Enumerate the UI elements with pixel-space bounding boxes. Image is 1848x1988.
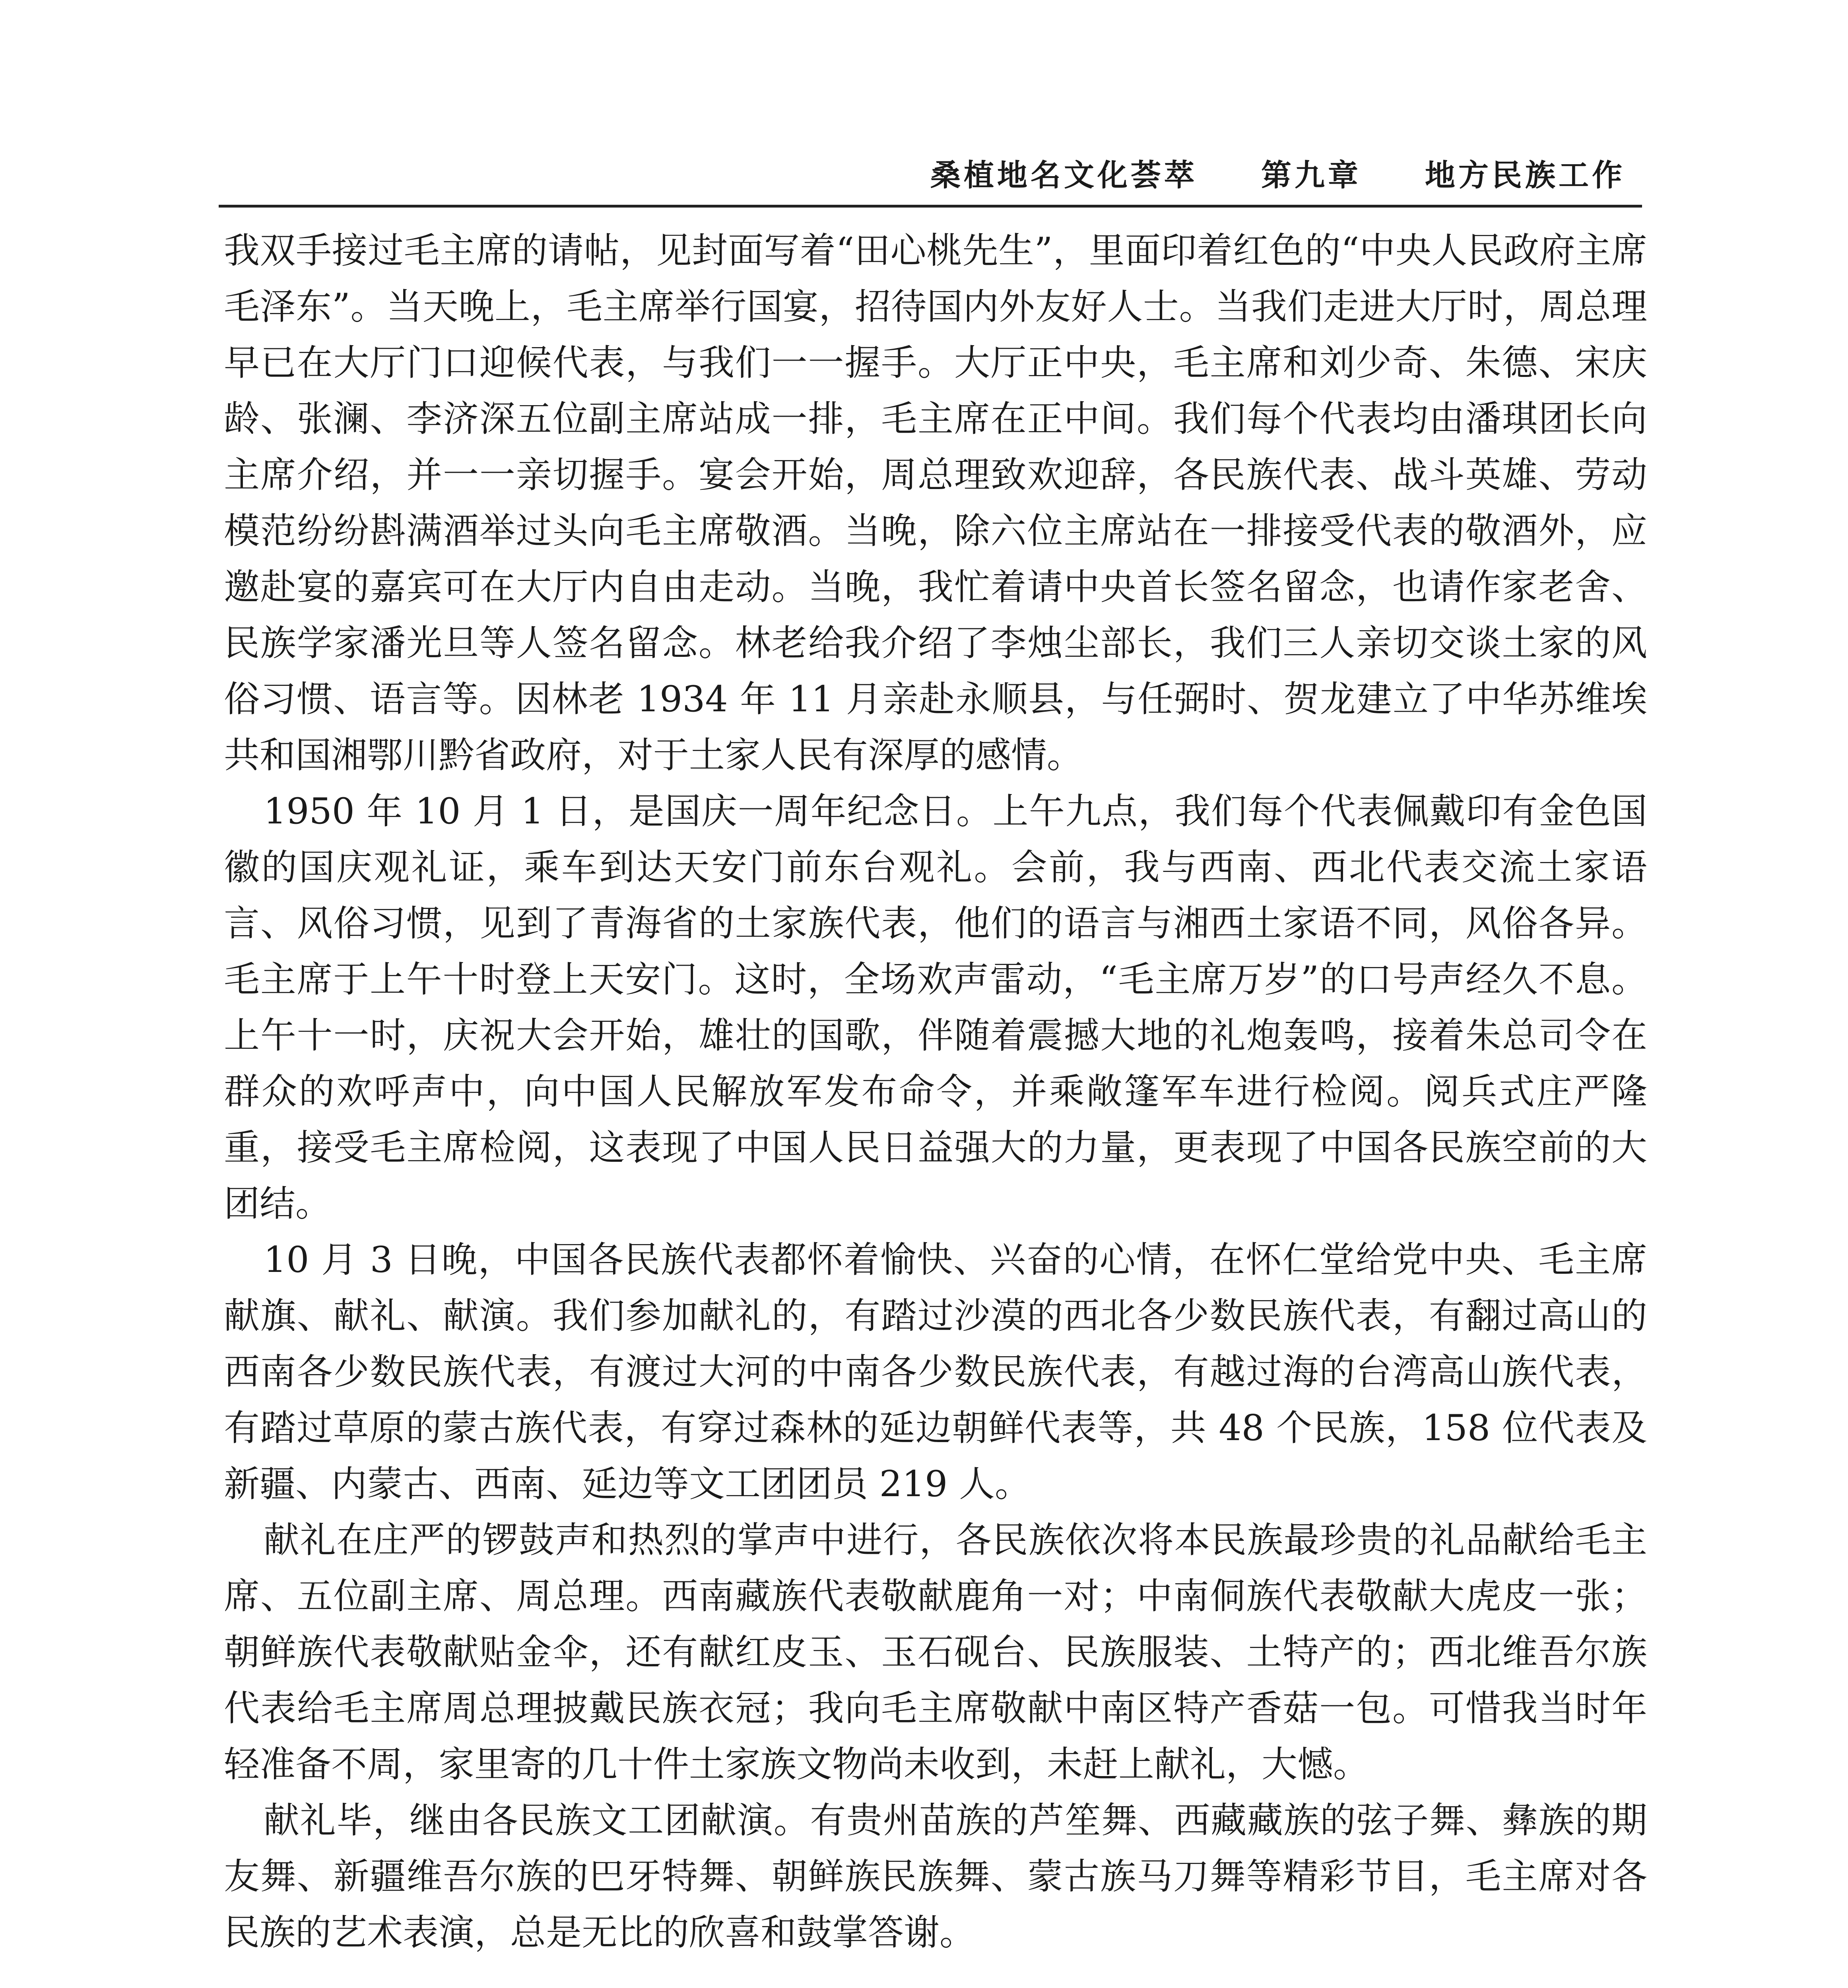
section-title: 地方民族工作 [1425, 157, 1625, 193]
paragraph: 1950 年 10 月 1 日，是国庆一周年纪念日。上午九点，我们每个代表佩戴印有金色国徽的国庆观礼证，乘车到达天安门前东台观礼。会前，我与西南、西北代表交流土家语言、风俗习惯，见到了青海省的土家族代表，他们的语言与湘西土家语不同，风俗各异。毛主席于上午十时登上天安门。这时，全场欢声雷动，“毛主席万岁”的口号声经久不息。上午十一时，庆祝大会开始，雄壮的国歌，伴随着震撼大地的礼炮轰鸣，接着朱总司令在群众的欢呼声中，向中国人民解放军发布命令，并乘敞篷军车进行检阅。阅兵式庄严隆重，接受毛主席检阅，这表现了中国人民日益强大的力量，更表现了中国各民族空前的大团结。 [224, 790, 1647, 1225]
paragraph: 献礼在庄严的锣鼓声和热烈的掌声中进行，各民族依次将本民族最珍贵的礼品献给毛主席、五位副主席、周总理。西南藏族代表敬献鹿角一对；中南侗族代表敬献大虎皮一张；朝鲜族代表敬献贴金伞，还有献红皮玉、玉石砚台、民族服装、土特产的；西北维吾尔族代表给毛主席周总理披戴民族衣冠；我向毛主席敬献中南区特产香菇一包。可惜我当时年轻准备不周，家里寄的几十件土家族文物尚未收到，未赶上献礼，大憾。 [224, 1519, 1647, 1785]
header-spacer [1361, 151, 1425, 194]
book-title: 桑植地名文化荟萃 [930, 157, 1198, 193]
running-header [930, 151, 1625, 194]
paragraph: 献礼毕，继由各民族文工团献演。有贵州苗族的芦笙舞、西藏藏族的弦子舞、彝族的期友舞、新疆维吾尔族的巴牙特舞、朝鲜族民族舞、蒙古族马刀舞等精彩节目，毛主席对各民族的艺术表演，总是无比的欣喜和鼓掌答谢。 [224, 1800, 1647, 1953]
header-rule [219, 205, 1642, 208]
paragraph: 10 月 3 日晚，中国各民族代表都怀着愉快、兴奋的心情，在怀仁堂给党中央、毛主席献旗、献礼、献演。我们参加献礼的，有踏过沙漠的西北各少数民族代表，有翻过高山的西南各少数民族代表，有渡过大河的中南各少数民族代表，有越过海的台湾高山族代表，有踏过草原的蒙古族代表，有穿过森林的延边朝鲜代表等，共 48 个民族，158 位代表及新疆、内蒙古、西南、延边等文工团团员 219 人。 [224, 1239, 1647, 1505]
chapter-label: 第九章 [1261, 157, 1361, 193]
body-text [224, 223, 1647, 1961]
header-spacer [1198, 151, 1261, 194]
paragraph: 我双手接过毛主席的请帖，见封面写着“田心桃先生”，里面印着红色的“中央人民政府主席毛泽东”。当天晚上，毛主席举行国宴，招待国内外友好人士。当我们走进大厅时，周总理早已在大厅门口迎候代表，与我们一一握手。大厅正中央，毛主席和刘少奇、朱德、宋庆龄、张澜、李济深五位副主席站成一排，毛主席在正中间。我们每个代表均由潘琪团长向主席介绍，并一一亲切握手。宴会开始，周总理致欢迎辞，各民族代表、战斗英雄、劳动模范纷纷斟满酒举过头向毛主席敬酒。当晚，除六位主席站在一排接受代表的敬酒外，应邀赴宴的嘉宾可在大厅内自由走动。当晚，我忙着请中央首长签名留念，也请作家老舍、民族学家潘光旦等人签名留念。林老给我介绍了李烛尘部长，我们三人亲切交谈土家的风俗习惯、语言等。因林老 1934 年 11 月亲赴永顺县，与任弼时、贺龙建立了中华苏维埃共和国湘鄂川黔省政府，对于土家人民有深厚的感情。 [224, 230, 1647, 776]
